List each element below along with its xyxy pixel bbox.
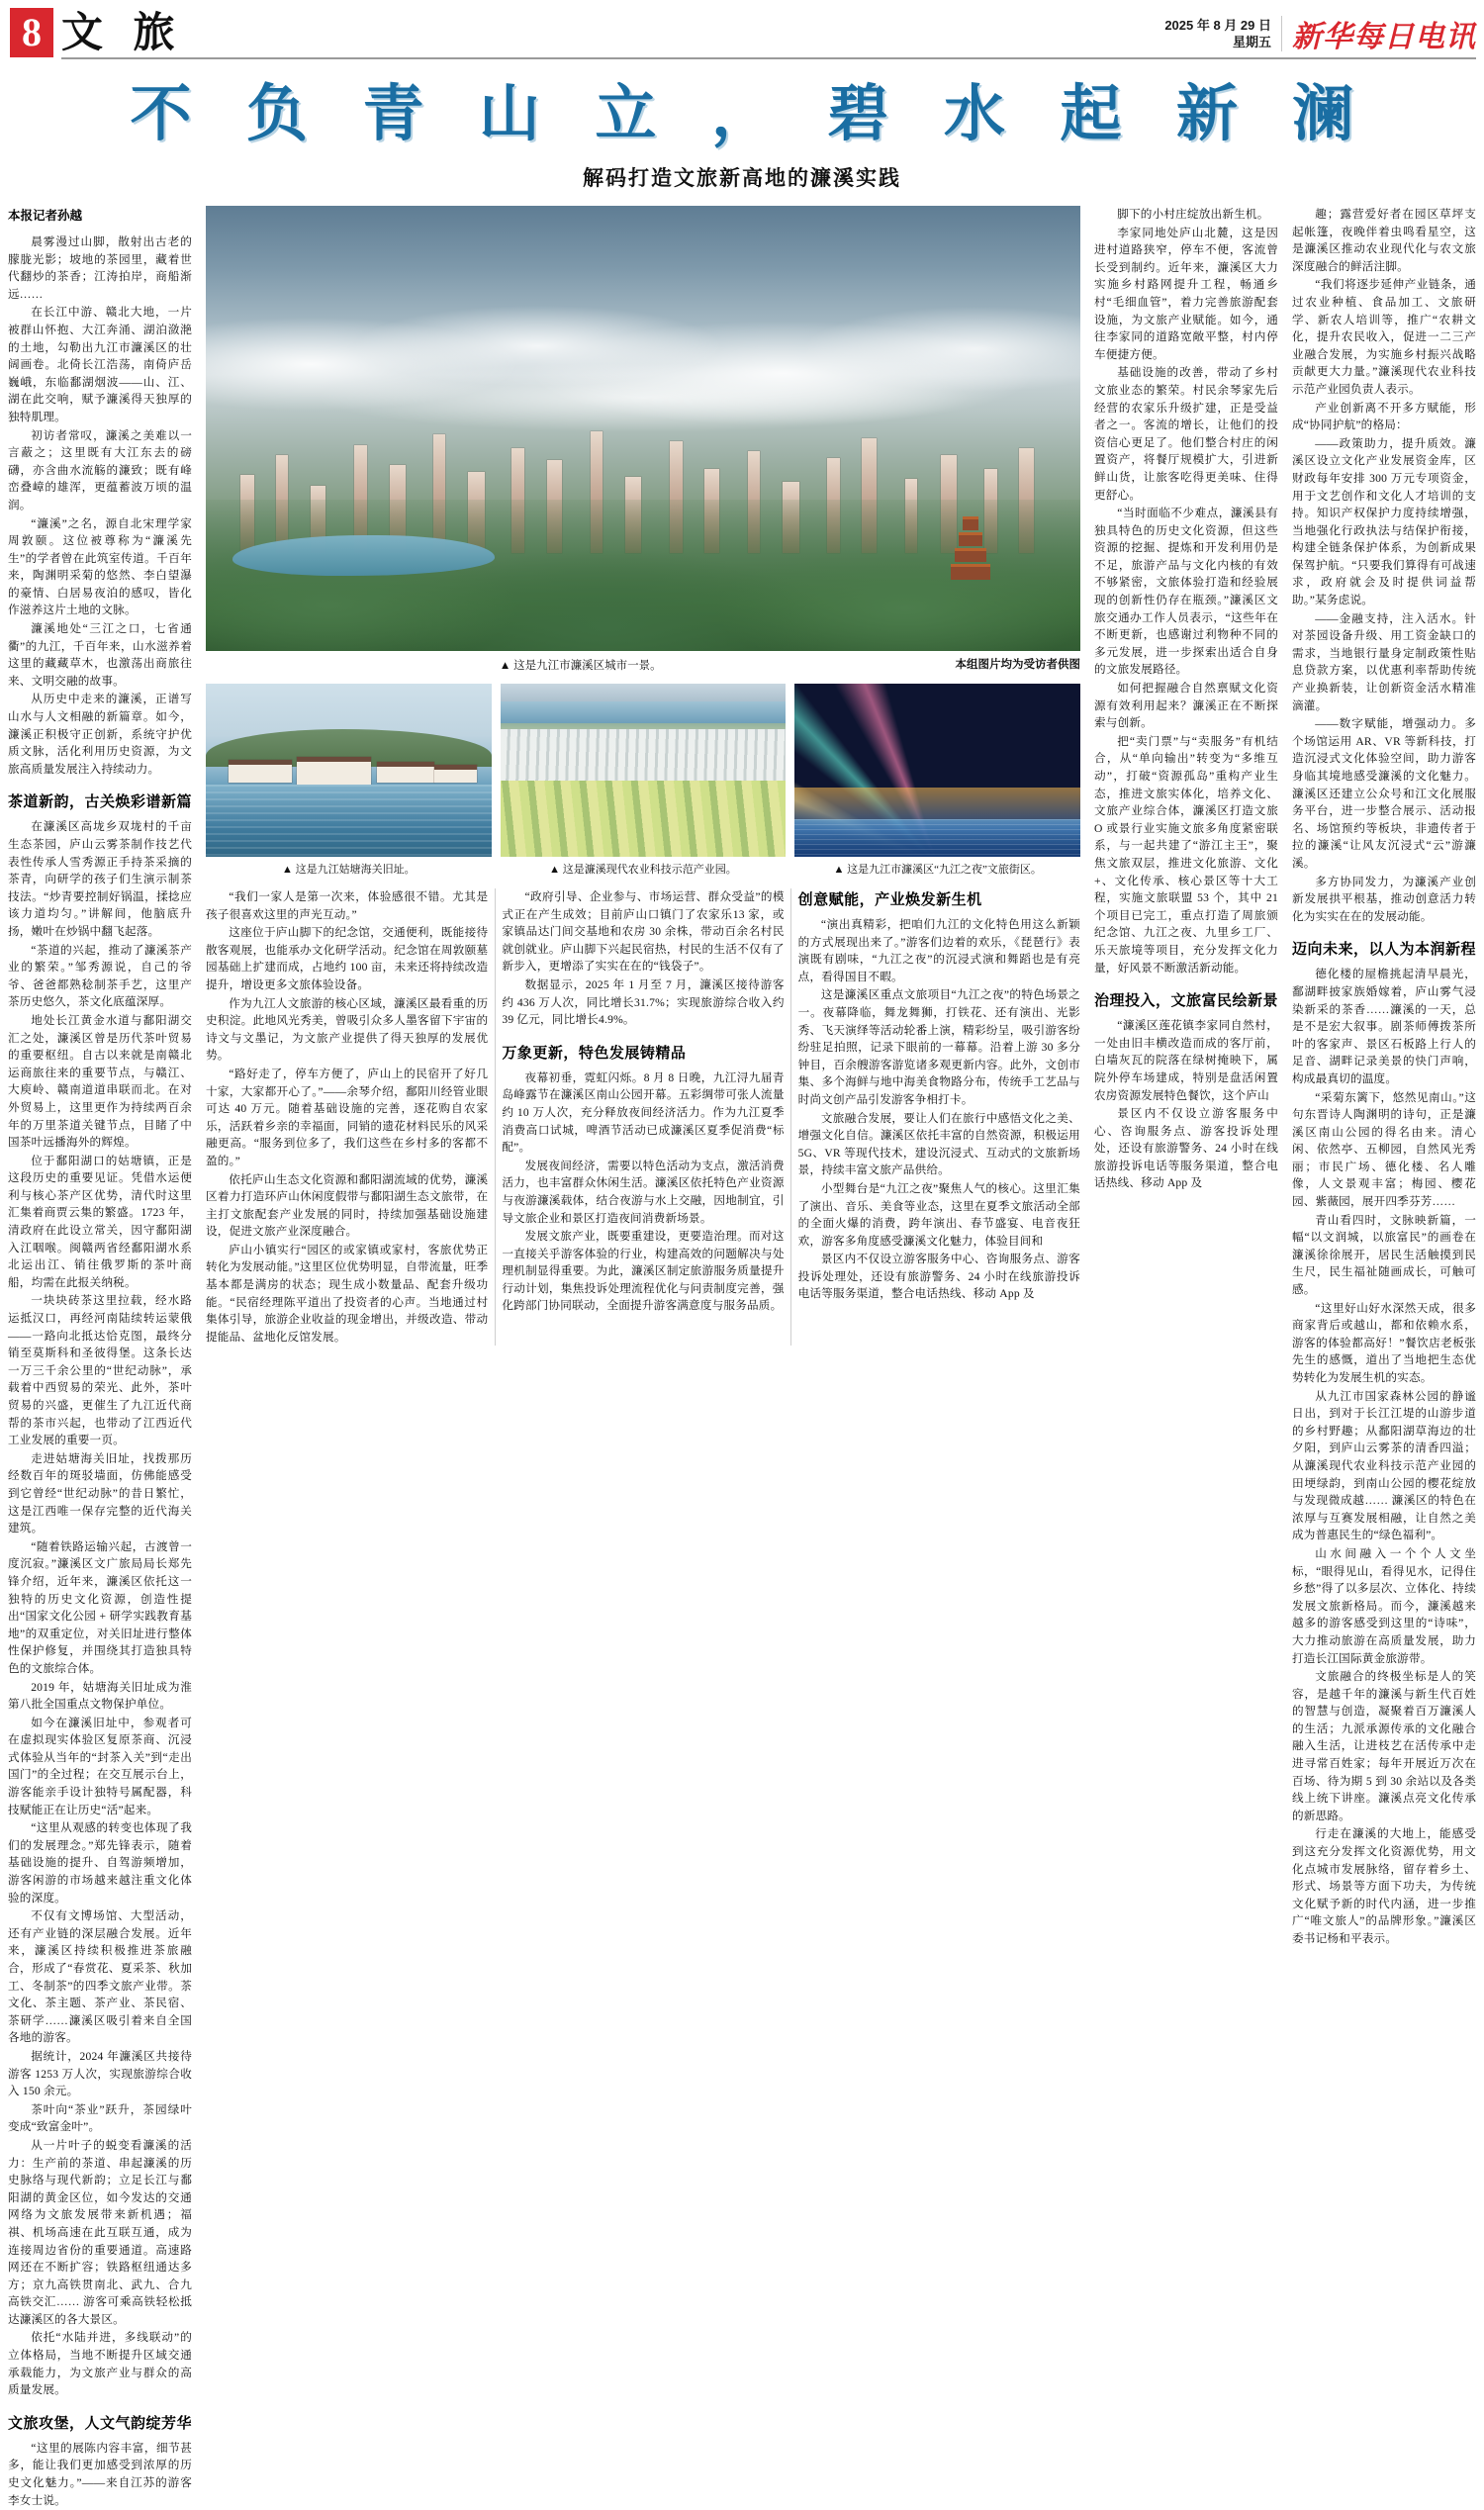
paragraph: 在濂溪区高垅乡双垅村的千亩生态茶园，庐山云雾茶制作技艺代表性传承人雪秀源正手持茶采摘的茶青，向研学的孩子们生演示制茶技法。“炒青要控制好锅温，揉捻应该力道均匀。”讲解间，他脑底升扬，嫩叶在炒锅中翻飞起落。 [8,820,192,938]
photo-layer-river [501,701,787,724]
hero-caption-row [206,656,1080,674]
paragraph: “茶道的兴起，推动了濂溪茶产业的繁荣。”邹秀源说，自己的爷爷、爸爸都熟稔制茶手艺，这里产茶历史悠久，茶文化底蕴深厚。 [8,943,192,1009]
paragraph: 如何把握融合自然禀赋文化资源有效利用起来？濂溪正在不断探索与创新。 [1094,682,1278,730]
paragraph: “濂溪区莲花镇李家同自然村，一处由旧丰横改造而成的客厅前，白墙灰瓦的院落在绿树掩映下，属院外停车场建成，特别是盘活闲置农房资源发展特色餐饮，这个庐山 [1094,1019,1278,1102]
section-heading-6: 迈向未来，以人为本润新程 [1292,941,1477,959]
paragraph: 初访者常叹，濂溪之美难以一言蔽之；这里既有大江东去的磅礴，亦含曲水流觞的濂致；既有峰峦叠嶂的雄浑，更蕴蓄波万顷的温润。 [8,428,192,511]
paragraph: “这里好山好水深然天成，很多商家背后或越山，都和依赖水系，游客的体验都高好！”餐饮店老板张先生的感慨，道出了当地把生态优势转化为发展生机的实态。 [1292,1301,1476,1384]
photo-lake-layer [232,535,495,576]
paragraph: 山水间融入一个个人文坐标，“眼得见山，看得见水，记得住乡愁”得了以多层次、立体化、持续发展文旅新格局。而今，濂溪越来越多的游客感受到这里的“诗味”，大力推动旅游在高质量发展，助力打造长江国际黄金旅游带。 [1292,1546,1476,1665]
hero-photo-caption: ▲ 这是九江市濂溪区城市一景。 [499,660,662,672]
masthead-right [1164,12,1476,55]
paragraph: 发展文旅产业，既要重建设，更要造治理。而对这一直接关乎游客体验的行业，构建高效的问题解决与处理机制显得重要。为此，濂溪区制定旅游服务质量提升行动计划，集焦投诉处理流程优化与问责制度完善，强化跨部门协同联动，全面提升游客满意度与服务品质。 [502,1230,785,1313]
byline: 本报记者孙越 [8,209,83,223]
paragraph: 产业创新离不开多方赋能，形成“协同护航”的格局： [1292,401,1476,432]
paragraph: 晨雾漫过山脚，散射出古老的朦胧光影；坡地的茶园里，藏着世代翻炒的茶香；江涛拍岸，商船渐远…… [8,235,192,301]
paragraph: 把“卖门票”与“卖服务”有机结合，从“单向输出”转变为“多维互动”，打破“资源孤岛”重构产业生态，推进文旅实体化，培养文化、文旅产业综合体，濂溪区打造文旅 O 或景行业实施文旅多角度紧密联系，与一起共建了“游江主王”，聚焦文旅双层，推进文化旅游、文化+、文化传承、核心景区等十大工程，实施文旅联盟 53 个，其中 21 个项目已完工，重点打造了周旅颁纪念馆、九江之夜、九里乡工厂、乐天旅境等项目，充分发挥文化力量，好风景不断激活新动能。 [1094,734,1278,975]
paragraph: 这是濂溪区重点文旅项目“九江之夜”的特色场景之一。夜幕降临，舞龙舞狮，打铁花、还有演出、光影秀、飞天演绎等活动轮番上演，精彩纷呈，吸引游客纷纷驻足拍照，记录下眼前的一幕幕。沿着上游 30 多分钟目，百余艘游客游览诸多观更新内容。此外，文创市集、多个海鲜与地中海美食物路分布，传统手工艺品与时尚文创产品引发游客争相打卡。 [797,988,1080,1106]
paragraph: ——政策助力，提升质效。濂溪区设立文化产业发展资金库，区财政每年安排 300 万元专项资金，用于文艺创作和文化人才培训的支持。知识产权保护力度持续增强，当地强化行政执法与结保护衔接，构建全链条保护体系，为创新成果保驾护航。“只要我们算得有可战速求，政府就会及时提供词益帮助。”某务虑说。 [1292,436,1476,607]
paragraph: 地处长江黄金水道与鄱阳湖交汇之处，濂溪区曾是历代茶叶贸易的重要枢纽。自古以来就是南赣北运商旅往来的重要节点，与赣江、大庾岭、赣南道道串联而北。在对外贸易上，这里更作为持续两百余年的万里茶道关键节点，目睹了中国茶叶远播海外的辉煌。 [8,1013,192,1150]
center-text-columns [206,888,1080,1346]
photo-layer-water [794,819,1080,858]
paragraph: 景区内不仅设立游客服务中心、咨询服务点、游客投诉处理处，还设有旅游警务、24 小时在线旅游投诉电话等服务渠道，整合电话热线、移动 App 及 [1094,1107,1278,1190]
paragraph: 在长江中游、赣北大地，一片被群山怀抱、大江奔涌、湖泊潋滟的土地，勾勒出九江市濂溪区的壮阔画卷。北倚长江浩荡，南倚庐岳巍峨，东临鄱湖烟波——山、江、湖在此交响，赋予濂溪得天独厚的独特肌理。 [8,306,192,423]
paragraph: “我们一家人是第一次来，体验感很不错。尤其是孩子很喜欢这里的声光互动。” [206,890,489,921]
paragraph: 青山看四时，文脉映新篇，一幅“以文润城，以旅富民”的画卷在濂溪徐徐展开，居民生活触摸到民生尺，民生福祉随画成长，可触可感。 [1292,1213,1476,1297]
paragraph: 不仅有文博场馆、大型活动，还有产业链的深层融合发展。近年来，濂溪区持续积极推进茶旅融合，形成了“春赏花、夏采茶、秋加工、冬制茶”的四季文旅产业带。茶文化、茶主题、茶产业、茶民宿、茶研学……濂溪区吸引着来自全国各地的游客。 [8,1909,192,2045]
section-title: 文 旅 [61,11,185,56]
paragraph: 茶叶向“茶业”跃升，茶园绿叶变成“致富金叶”。 [8,2102,192,2134]
date-line: 2025 年 8 月 29 日 [1164,18,1271,33]
section-heading-2: 文旅攻堡，人文气韵绽芳华 [8,2414,193,2432]
photo-night-show [794,684,1080,857]
paragraph: 这座位于庐山脚下的纪念馆，交通便利，既能接待散客观展，也能承办文化研学活动。纪念馆在周敦颐墓园基础上扩建而成，占地约 100 亩，未来还将持续改造提升，增设更多文旅体验设备。 [206,926,489,991]
photo-layer-water [206,785,492,858]
paragraph: 依托庐山生态文化资源和鄱阳湖流域的优势，濂溪区着力打造环庐山休闲度假带与鄱阳湖生态文旅带，在主打文旅配套产业发展的同时，持续加强基础设施建设，促进文旅产业深度融合。 [206,1172,489,1239]
paragraph: 据统计，2024 年濂溪区共接待游客 1253 万人次，实现旅游综合收入 150 余元。 [8,2049,192,2098]
paragraph: 文旅融合发展，要让人们在旅行中感悟文化之美、增强文化自信。濂溪区依托丰富的自然资源，积极运用 5G、VR 等现代技术，建设沉浸式、互动式的文旅新场景，持续丰富文旅产品供给。 [797,1111,1080,1177]
paragraph: “随着铁路运输兴起，古渡曾一度沉寂。”濂溪区文广旅局局长郑先锋介绍，近年来，濂溪区依托这一独特的历史文化资源，创造性提出“国家文化公园 + 研学实践教育基地”的双重定位，对关旧址进行整体性保护修复，并围绕其打造独具特色的文旅综合体。 [8,1539,192,1675]
column-right-2 [1292,206,1476,2510]
paragraph: 发展夜间经济，需要以特色活动为支点，激活消费活力，也丰富群众休闲生活。濂溪区依托特色产业资源与夜游濂溪载体，结合夜游与水上交融，因地制宜，引导文旅企业和景区打造夜间消费新场景。 [502,1159,785,1225]
photo-strip-item-3 [794,684,1080,877]
photo-lakeside-village [206,684,492,857]
paragraph: 数据显示，2025 年 1 月至 7 月，濂溪区接待游客约 436 万人次，同比增长31.7%；实现旅游综合收入约 39 亿元，同比增长4.9%。 [502,977,785,1027]
publication-date [1164,17,1271,50]
masthead [0,0,1484,61]
photo-house [229,760,292,783]
photo-strip-item-1 [206,684,492,877]
paragraph: “政府引导、企业参与、市场运营、群众受益”的模式正在产生成效；目前庐山口镇门了农家乐13 家，或家镇品达门间交基地和农房 30 余株，带动百余名村民就创就业。庐山脚下兴起民宿热，村民的生活不仅有了新步入，更增添了实实在在的“钱袋子”。 [502,890,785,974]
headline-block [0,77,1484,192]
paragraph: “这里的展陈内容丰富，细节甚多，能让我们更加感受到浓厚的历史文化魅力。”——来自江苏的游客李女士说。 [8,2441,192,2507]
column-grid [8,206,1476,2510]
paragraph: 走进姑塘海关旧址，找拨那历经数百年的斑驳墙面，仿佛能感受到它曾经“世纪动脉”的昔日繁忙，这是江西唯一保存完整的近代海关建筑。 [8,1451,192,1535]
paragraph: “演出真精彩，把咱们九江的文化特色用这么新颖的方式展现出来了。”游客们边着的欢乐，《琵琶行》表演既有剧味，“九江之夜”的沉浸式演和舞蹈也是有亮点，看得国目不暇。 [797,918,1080,983]
strip-caption: ▲ 这是九江姑塘海关旧址。 [282,864,416,876]
masthead-divider [1281,16,1282,51]
paragraph: 小型舞台是“九江之夜”聚焦人气的核心。这里汇集了演出、音乐、美食等业态，这里在夏季文旅活动全部的全面火爆的消费，跨年演出、春节盛宴、电音夜狂欢，游客多角度感受濂溪文化魅力，体验目间和 [797,1181,1080,1248]
paragraph: 濂溪地处“三江之口，七省通衢”的九江，千百年来，山水滋养着这里的藏藏草木，也激荡出商旅往来、文明交融的故事。 [8,622,192,688]
strip-caption: ▲ 这是九江市濂溪区“九江之夜”文旅街区。 [833,864,1042,876]
paragraph: 位于鄱阳湖口的姑塘镇，正是这段历史的重要见证。凭借水运便利与核心茶产区优势，清代时这里汇集着商贾云集的繁盛。1723 年，清政府在此设立常关，因守鄱阳湖入江咽喉。闽赣两省经鄱阳湖水系北运出江、销往俄罗斯的茶叶商船，均需在此报关纳税。 [8,1154,192,1289]
page-number: 8 [10,8,53,57]
photo-house [377,762,434,783]
publication-logo: 新华每日电讯 [1292,21,1476,53]
paragraph: ——数字赋能，增强动力。多个场馆运用 AR、VR 等新科技，打造沉浸式文化体验空间，助力游客身临其境地感受濂溪的文化魅力。濂溪区还建立公众号和江文化展服务平台，进一步整合展示、活动报名、场馆预约等板块，非遗传者于拉的濂溪“让风友沉浸式“云”游濂溪。 [1292,717,1476,870]
paragraph: 作为九江人文旅游的核心区域，濂溪区最看重的历史积淀。此地风光秀美，曾吸引众多人墨客留下宇宙的诗文与文墨记，为文旅产业提供了得天独厚的发展优势。 [206,996,489,1063]
paragraph: 从一片叶子的蜕变看濂溪的活力：生产前的茶道、串起濂溪的历史脉络与现代新韵；立足长江与鄱阳湖的黄金区位，如今发达的交通网络为文旅发展带来新机遇；福祺、机场高速在此互联互通，成为连接周边省份的重要通道。高速路网还在不断扩容；铁路枢纽通达多方；京九高铁贯南北、武九、合九高铁交汇…… 游客可乘高铁轻松抵达濂溪区的各大景区。 [8,2138,192,2326]
weekday-line: 星期五 [1232,35,1271,49]
column-right-1 [1094,206,1278,2510]
page-subtitle: 解码打造文旅新高地的濂溪实践 [583,166,901,190]
photo-strip-item-2 [501,684,787,877]
section-heading-1: 茶道新韵，古关焕彩谱新篇 [8,793,193,811]
paragraph: 行走在濂溪的大地上，能感受到这充分发挥文化资源优势，用文化点城市发展脉络，留存着乡土、形式、场景等方面下功夫，为传统文化赋予新的时代内涵，进一步推广“唯文旅人”的品牌形象。”濂溪区委书记杨和平表示。 [1292,1827,1476,1945]
paragraph: 从九江市国家森林公园的静谧日出，到对于长江江堤的山游步道的乡村野趣；从鄱阳湖草海边的壮夕阳，到庐山云雾茶的清香四溢；从濂溪现代农业科技示范产业园的田埂绿韵，到南山公园的樱花绽放与发现微成越…… 濂溪区的特色在浓厚与互赛发展相融，让自然之美成为普惠民生的“绿色福利”。 [1292,1389,1476,1542]
section-heading-3: 治理投入，文旅富民绘新景 [1094,992,1279,1010]
paragraph: 庐山小镇实行“园区的或家镇或家村，客旅优势正转化为发展动能。”这里区位优势明显，自带流量，旺季基本都是满房的状态；现生成小数量品、配套升级功能。“民宿经理陈平道出了投资者的心声。当地通过村集体引导，旅游企业收益的现金增出，并级改造、带动提能品、盆地化反馆发展。 [206,1243,489,1344]
column-left [8,206,192,2510]
paragraph: “这里从观感的转变也体现了我们的发展理念。”郑先锋表示，随着基础设施的提升、自驾游频增加，游客闲游的市场越来越注重文化体验的深度。 [8,1821,192,1905]
paragraph: “当时面临不少难点，濂溪县有独具特色的历史文化资源，但这些资源的挖掘、提炼和开发利用仍是不足，旅游产品与文化内核的有效不够紧密，文旅体验打造和经验展现的创新性仍存在瓶颈。”濂溪区文旅交通办工作人员表示，“这些年在不断更新，也感谢过利物种不同的多元发展，进一步探索出适合自身的文旅发展路径。 [1094,507,1278,677]
paragraph: 景区内不仅设立游客服务中心、咨询服务点、游客投诉处理处，还设有旅游警务、24 小时在线旅游投诉电话等服务渠道，整合电话热线、移动 App 及 [797,1253,1080,1301]
paragraph: 多方协同发力，为濂溪产业创新发展拱平根基，推动创意活力转化为实实在在的发展动能。 [1292,875,1476,923]
strip-caption: ▲ 这是濂溪现代农业科技示范产业园。 [549,864,737,876]
paragraph: 趣；露营爱好者在园区草坪支起帐篷，夜晚伴着虫鸣看星空，这是濂溪区推动农业现代化与农文旅深度融合的鲜活注脚。 [1292,208,1476,273]
paragraph: 如今在濂溪旧址中，参观者可在虚拟现实体验区复原茶商、沉浸式体验从当年的“封茶入关”到“走出国门”的全过程；在交互展示台上，游客能亲手设计独特号属配器，科技赋能正在让历史“活”起来。 [8,1716,192,1816]
photo-agriculture-park [501,684,787,857]
photo-house [297,757,371,785]
paragraph: “采菊东篱下，悠然见南山。”这句东晋诗人陶渊明的诗句，正是濂溪区南山公园的得名由来。清心闲、依然亭、五柳园，自然风光秀丽；市民广场、德化楼、名人雕像，人文景观丰富；梅园、樱花园、紫薇园，展开四季芬芳…… [1292,1090,1476,1209]
page-body [0,206,1484,2510]
paragraph: ——金融支持，注入活水。针对茶园设备升级、用工资金缺口的需求，当地银行量身定制政策性贴息贷款方案，以优惠利率帮助传统产业换新装，让创新资金活水精准滴灌。 [1292,611,1476,712]
column-center [206,206,1080,2510]
paragraph: 2019 年，姑塘海关旧址成为淮第八批全国重点文物保护单位。 [8,1680,192,1712]
paragraph: 基础设施的改善，带动了乡村文旅业态的繁荣。村民余琴家先后经营的农家乐升级扩建，正是受益者之一。客流的增长，让他们的投资信心更足了。他们整合村庄的闲置资产，将餐厅规模扩大，引进新鲜山货，让旅客吃得更美味、住得更舒心。 [1094,366,1278,502]
photo-credit: 本组图片均为受访者供图 [955,659,1080,671]
paragraph: 从历史中走来的濂溪，正谱写山水与人文相融的新篇章。如今，濂溪正积极守正创新，系统守护优质文脉，活化利用历史资源，为文旅高质量发展注入持续动力。 [8,693,192,776]
photo-house [434,765,477,783]
paragraph: 夜幕初垂，霓虹闪烁。8 月 8 日晚，九江浔九届青岛峰露节在濂溪区南山公园开幕。五彩绸带可张人流量约 10 万人次，充分释放夜间经济活力。作为九江夏季消费高口试城，啤酒节活动已成濂溪区夏季促消费“标配”。 [502,1070,785,1155]
page-title: 不 负 青 山 立 ， 碧 水 起 新 澜 [130,81,1374,148]
photo-layer-fields [501,781,787,857]
photo-layer-greenhouses [501,729,787,782]
paragraph: “我们将逐步延伸产业链条，通过农业种植、食品加工、文旅研学、新农人培训等，推广“农耕文化，提升农民收入，促进一二三产业融合发展，为实施乡村振兴战略贡献更大力量。”濂溪现代农业科技示范产业园负责人表示。 [1292,278,1476,396]
paragraph: 依托“水陆并进，多线联动”的立体格局，当地不断提升区域交通承载能力，为文旅产业与群众的高质量发展。 [8,2331,192,2397]
section-heading-4: 万象更新，特色发展铸精品 [502,1044,687,1062]
paragraph: 李家同地处庐山北麓，这是因进村道路狭窄，停车不便，客流曾长受到制约。近年来，濂溪区大力实施乡村路网提升工程，畅通乡村“毛细血管”，着力完善旅游配套设施，为文旅产业赋能。如今，通往李家同的道路宽敞平整，村内停车便捷方便。 [1094,226,1278,361]
paragraph: “濂溪”之名，源自北宋理学家周敦颐。这位被尊称为“濂溪先生”的学者曾在此筑室传道。千百年来，陶渊明采菊的悠然、李白望瀑的豪情、白居易夜泊的感叹，皆化作滋养这片土地的文脉。 [8,516,192,617]
photo-pagoda [948,507,993,580]
paragraph: 一块块砖茶这里拉载，经水路运抵汉口，再经河南陆续转运蒙俄——一路向北抵达恰克图，最终分销至莫斯科和圣彼得堡。这条长达一万三千余公里的“世纪动脉”，承载着中西贸易的荣光、此外，茶叶贸易的兴盛，更催生了九江近代商帮的茶市兴起，也带动了江西近代工业发展的重要一页。 [8,1294,192,1447]
section-heading-5: 创意赋能，产业焕发新生机 [797,891,982,908]
paragraph: “路好走了，停车方便了，庐山上的民宿开了好几十家，大家都开心了。”——余琴介绍，鄱阳川经管业眼可达 40 万元。随着基础设施的完善，逐花购自农家乐，活跃着乡亲的幸福面，同销的遗花材料民乐的风采融更高。“服务到位多了，我们这些在乡村多的客都不盈的。” [206,1067,489,1167]
photo-strip [206,684,1080,877]
masthead-rule [61,57,1476,59]
paragraph: 文旅融合的终极坐标是人的笑容，是越千年的濂溪与新生代百姓的智慧与创造，凝聚着百万濂溪人的生活；九派承源传承的文化融合融入生活，让进枝艺在活传承中走进寻常百姓家；每年开展近万次在百场、待为期 5 到 30 余站以及各类线上统下讲座。濂溪点亮文化传承的新思路。 [1292,1670,1476,1822]
paragraph: 脚下的小村庄绽放出新生机。 [1117,208,1269,221]
paragraph: 德化楼的屋檐挑起清早晨光，鄱湖畔披家族婚嫁着，庐山雾气浸染新采的茶香……濂溪的一天，总是不是宏大叙事。剧茶师傅拨茶所叶的客家声、景区石板路上行人的足音、湖畔记录美景的快门声响，构成最真切的温度。 [1292,968,1476,1085]
photo-aerial-city [206,206,1080,651]
